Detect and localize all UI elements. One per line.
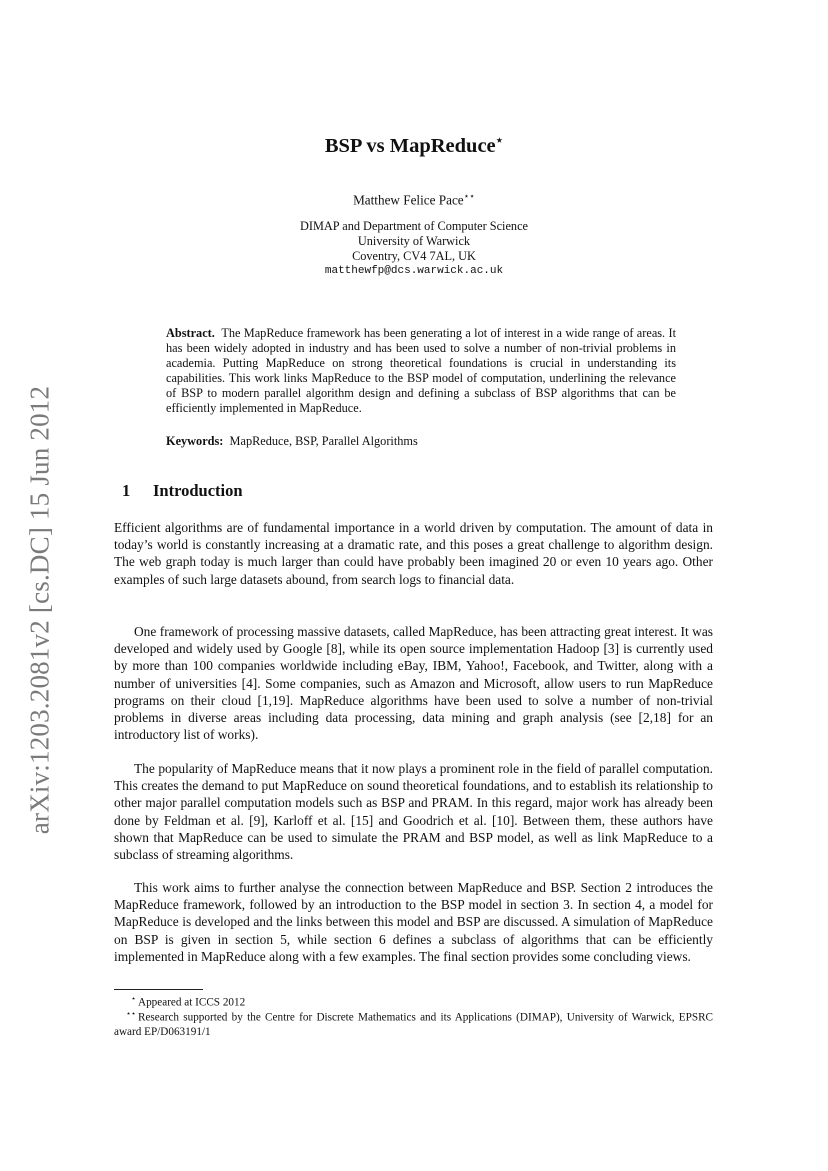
paper-title-text: BSP vs MapReduce	[324, 134, 496, 157]
paragraph-4: This work aims to further analyse the connection between MapReduce and BSP. Section 2 introduces the MapReduce framework, followed by an introduction to the BSP model in section 3. In section 4, a model for MapReduce is developed and the links between this model and BSP are discussed. A simulation of MapReduce on BSP is given in section 5, while section 6 defines a subclass of algorithms that can be efficiently implemented in MapReduce along with a few examples. The final section provides some concluding views.	[114, 880, 713, 964]
arxiv-side-stamp	[18, 375, 62, 845]
footnote-rule	[114, 989, 203, 990]
footnote-2	[114, 1007, 713, 1039]
paragraph-1: Efficient algorithms are of fundamental importance in a world driven by computation. The amount of data in today’s world is constantly increasing at a dramatic rate, and this poses a great challenge to algorithm design. The web graph today is much larger than could have probably been imagined 20 or even 10 years ago. Other examples of such large datasets abound, from search logs to financial data.	[114, 520, 713, 587]
paragraph-3: The popularity of MapReduce means that it now plays a prominent role in the field of parallel computation. This creates the demand to put MapReduce on sound theoretical foundations, and to establish its relationship to other major parallel computation models such as BSP and PRAM. In this regard, major work has already been done by Feldman et al. [9], Karloff et al. [15] and Goodrich et al. [10]. Between them, these authors have shown that MapReduce can be used to simulate the PRAM and BSP model, as well as link MapReduce to a subclass of streaming algorithms.	[114, 761, 713, 863]
section-number: 1	[122, 481, 131, 500]
author-name: Matthew Felice Pace	[353, 192, 464, 208]
keywords-text: MapReduce, BSP, Parallel Algorithms	[229, 434, 418, 448]
affiliation-line-1: DIMAP and Department of Computer Science	[299, 219, 528, 233]
footnote-2-mark: ⋆⋆	[125, 1009, 136, 1018]
abstract-text: The MapReduce framework has been generating a lot of interest in a wide range of areas. It has been widely adopted in industry and has been used to solve a number of non-trivial problems in academia. Putting MapReduce on strong theoretical foundations is crucial in understanding its capabilities. This work links MapReduce to the BSP model of computation, underlining the relevance of BSP to modern parallel algorithm design and defining a subclass of BSP algorithms that can be efficiently implemented in MapReduce.	[166, 326, 676, 416]
section-title: Introduction	[153, 481, 243, 500]
footnote-1-text: Appeared at ICCS 2012	[138, 996, 246, 1009]
section-heading	[122, 481, 243, 501]
affiliation-block	[0, 219, 828, 279]
paragraph-2: One framework of processing massive datasets, called MapReduce, has been attracting great interest. It was developed and widely used by Google [8], while its open source implementation Hadoop [3] is currently used by more than 100 companies worldwide including eBay, IBM, Yahoo!, Facebook, and Twitter, along with a number of universities [4]. Some companies, such as Amazon and Microsoft, allow users to run MapReduce programs on their cloud [1,19]. MapReduce algorithms have been used to solve a number of non-trivial problems in diverse areas including data processing, data mining and graph analysis (see [2,18] for an introductory list of works).	[114, 624, 713, 743]
arxiv-identifier: arXiv:1203.2081v2 [cs.DC] 15 Jun 2012	[24, 385, 55, 835]
abstract-label: Abstract.	[166, 326, 215, 340]
footnote-1-mark: ⋆	[130, 994, 136, 1003]
title-footnote-mark: ⋆	[495, 133, 504, 147]
affiliation-line-3: Coventry, CV4 7AL, UK	[352, 249, 476, 263]
footnote-2-text: Research supported by the Centre for Discrete Mathematics and its Applications (DIMAP), University of Warwick, EPSRC award EP/D063191/1	[114, 1011, 713, 1038]
keywords-label: Keywords:	[166, 434, 224, 448]
author-footnote-mark: ⋆⋆	[463, 191, 475, 201]
author-line	[0, 191, 828, 208]
author-email: matthewfp@dcs.warwick.ac.uk	[324, 265, 504, 277]
keywords	[166, 434, 676, 449]
paper-title	[0, 133, 828, 158]
affiliation-line-2: University of Warwick	[357, 234, 471, 248]
abstract	[166, 326, 676, 417]
